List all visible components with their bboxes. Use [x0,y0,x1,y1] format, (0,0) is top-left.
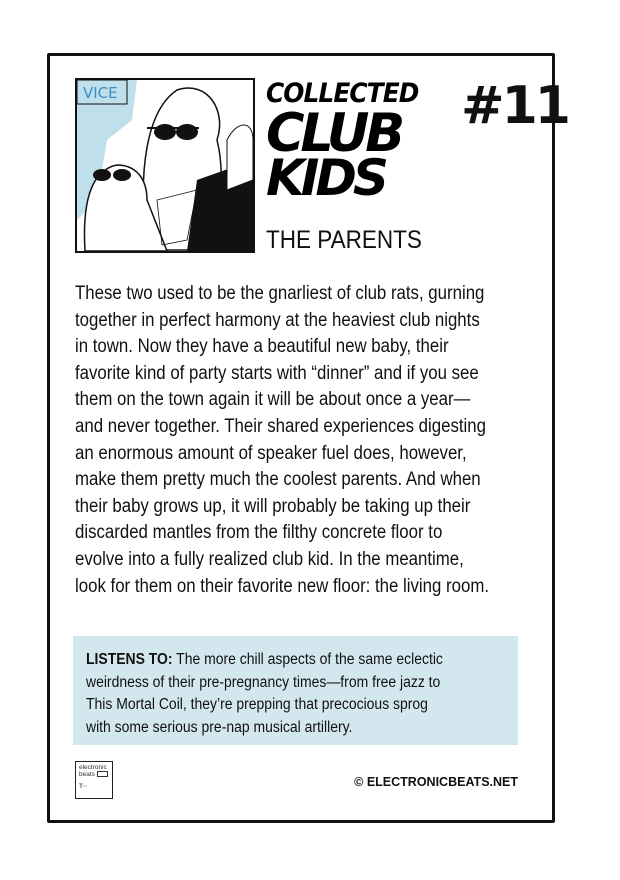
illustration-parents [75,78,255,253]
listens-to-box [73,636,518,745]
title-club: CLUB [266,102,401,164]
card-number: #11 [461,76,568,136]
listens-text: The more chill aspects of the same eclectic [172,651,443,668]
parents-drawing [77,80,253,251]
description-line: These two used to be the gnarliest of club rats, gurning [75,283,485,304]
description-line: favorite kind of party starts with “dinner” and if you see [75,362,479,384]
description-line: an enormous amount of speaker fuel does, however, [75,442,467,464]
description-line: discarded mantles from the filthy concrete floor to [75,522,443,544]
description-line: make them pretty much the coolest parents. And when [75,469,481,491]
description-line: them on the town again it will be about once a year— [75,389,471,411]
vice-sign: VICE [83,84,118,102]
title-collected: COLLECTED [266,78,419,109]
description-line: look for them on their favorite new floor: the living room. [75,575,490,597]
title-kids: KIDS [266,149,385,207]
card-subtitle: THE PARENTS [266,226,422,254]
cassette-icon [97,771,108,777]
listens-line: This Mortal Coil, they’re prepping that precocious sprog [86,696,428,713]
series-title [266,78,432,207]
listens-line [86,649,464,672]
electronic-beats-logo [75,761,113,799]
telekom-logo: T·· [79,783,88,790]
logo-text-row [79,771,109,778]
description-line: in town. Now they have a beautiful new baby, their [75,336,449,358]
description-line: and never together. Their shared experiences digesting [75,415,486,437]
card-description [75,281,543,600]
listens-label: LISTENS TO: [86,651,173,668]
description-line: their baby grows up, it will probably be taking up their [75,495,471,517]
description-line: evolve into a fully realized club kid. In the meantime, [75,548,464,570]
listens-line: with some serious pre-nap musical artillery. [86,718,353,736]
listens-line: weirdness of their pre-pregnancy times—from free jazz to [86,673,441,691]
logo-text: beats [79,771,95,778]
description-line: together in perfect harmony at the heaviest club nights [75,309,480,331]
copyright: © ELECTRONICBEATS.NET [354,775,518,789]
logo-text: electronic [79,764,107,771]
